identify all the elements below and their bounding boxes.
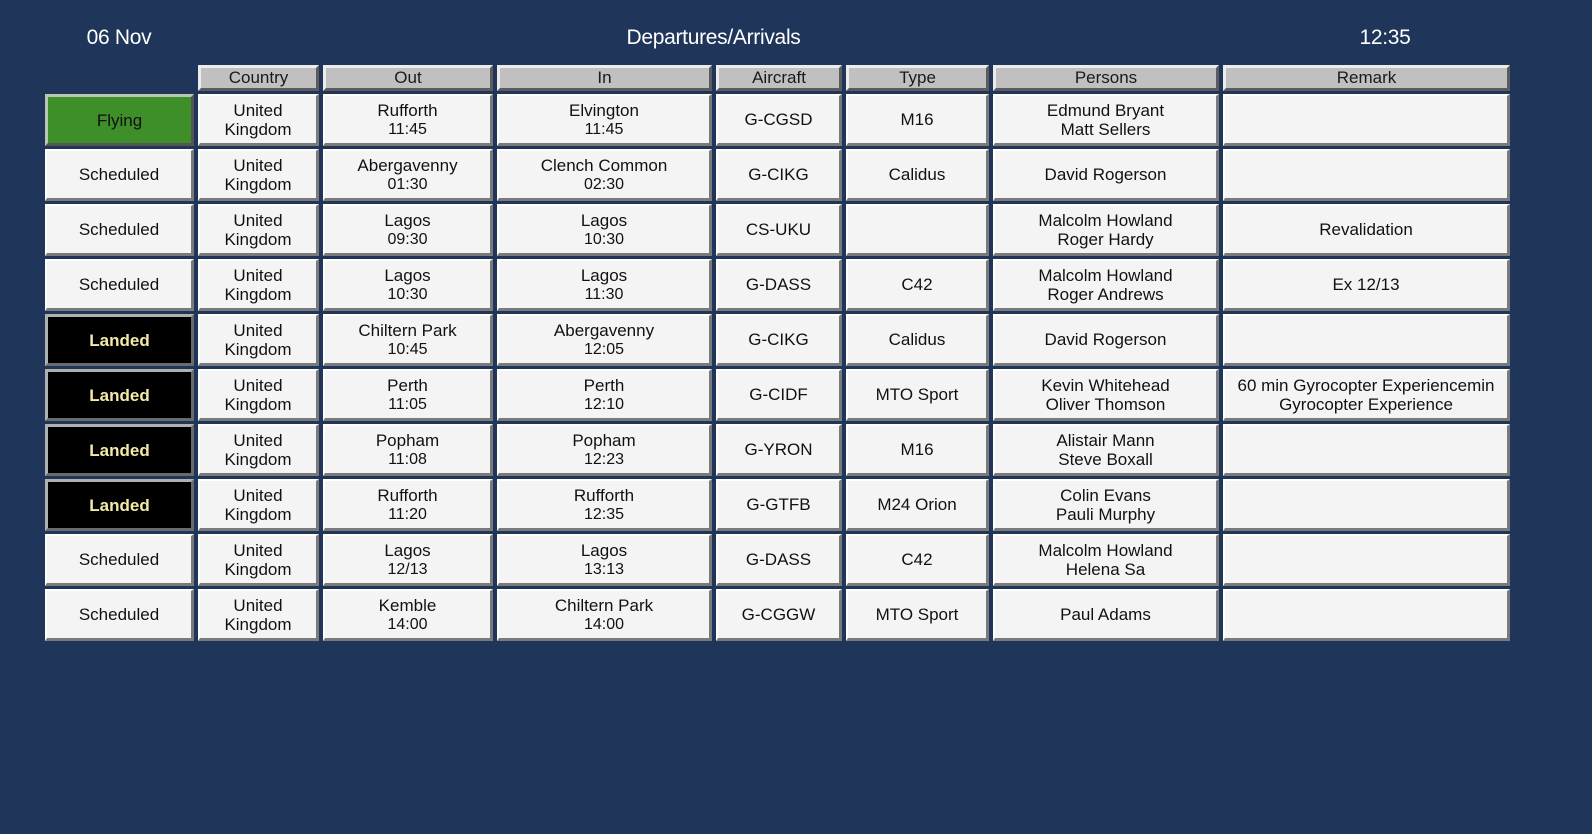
country-cell <box>198 204 319 256</box>
in-time: 10:30 <box>583 230 625 248</box>
persons-cell <box>993 259 1219 311</box>
out-place: Perth <box>387 375 428 395</box>
flight-row[interactable] <box>45 204 1510 256</box>
in-cell <box>497 534 712 586</box>
persons-cell <box>993 369 1219 421</box>
country-line: United <box>233 320 283 340</box>
status-badge: Scheduled <box>45 259 194 311</box>
remark-line: Revalidation <box>1319 220 1413 239</box>
remark-cell <box>1223 424 1510 476</box>
aircraft-column-header: Aircraft <box>716 65 842 91</box>
person-name: Malcolm Howland <box>1038 540 1173 560</box>
country-line: United <box>233 210 283 230</box>
remark-cell <box>1223 534 1510 586</box>
out-time: 11:20 <box>388 505 427 523</box>
out-time: 01:30 <box>387 175 428 193</box>
status-column-header <box>45 65 194 91</box>
country-column-header: Country <box>198 65 319 91</box>
out-time: 11:05 <box>388 395 427 413</box>
country-cell <box>198 259 319 311</box>
persons-cell <box>993 204 1219 256</box>
flight-row[interactable] <box>45 369 1510 421</box>
in-place: Lagos <box>580 210 628 230</box>
status-badge: Scheduled <box>45 149 194 201</box>
aircraft-cell: G-CIDF <box>716 369 842 421</box>
person-name: Roger Hardy <box>1057 229 1154 249</box>
status-badge: Scheduled <box>45 204 194 256</box>
person-name: David Rogerson <box>1044 330 1167 349</box>
in-cell <box>497 259 712 311</box>
person-name: Colin Evans <box>1060 485 1151 505</box>
type-column-header: Type <box>846 65 989 91</box>
person-name: Alistair Mann <box>1056 430 1155 450</box>
in-time: 12:10 <box>583 395 625 413</box>
type-cell <box>846 204 989 256</box>
flight-row[interactable] <box>45 424 1510 476</box>
aircraft-cell: G-GTFB <box>716 479 842 531</box>
out-place: Popham <box>375 430 440 450</box>
country-cell <box>198 94 319 146</box>
aircraft-cell: G-CGSD <box>716 94 842 146</box>
persons-cell <box>993 94 1219 146</box>
person-name: Helena Sa <box>1065 559 1146 579</box>
flight-row[interactable] <box>45 534 1510 586</box>
out-time: 10:30 <box>387 285 428 303</box>
out-time: 11:08 <box>388 450 427 468</box>
status-badge: Landed <box>45 314 194 366</box>
out-place: Abergavenny <box>357 155 458 175</box>
in-time: 12:35 <box>583 505 625 523</box>
type-cell: C42 <box>846 534 989 586</box>
type-cell: M16 <box>846 424 989 476</box>
type-cell: M24 Orion <box>846 479 989 531</box>
out-cell <box>323 149 493 201</box>
in-cell <box>497 204 712 256</box>
persons-cell <box>993 149 1219 201</box>
status-badge: Scheduled <box>45 589 194 641</box>
person-name: David Rogerson <box>1044 165 1167 184</box>
out-time: 12/13 <box>387 560 428 578</box>
country-cell <box>198 314 319 366</box>
aircraft-cell: G-CIKG <box>716 149 842 201</box>
departures-arrivals-table <box>41 62 1514 644</box>
in-cell <box>497 369 712 421</box>
flight-rows <box>45 94 1510 641</box>
out-cell <box>323 204 493 256</box>
country-cell <box>198 589 319 641</box>
type-cell: MTO Sport <box>846 589 989 641</box>
out-place: Lagos <box>384 210 431 230</box>
out-cell <box>323 424 493 476</box>
flight-row[interactable] <box>45 94 1510 146</box>
aircraft-cell: CS-UKU <box>716 204 842 256</box>
remark-line: Ex 12/13 <box>1332 275 1400 294</box>
in-time: 11:30 <box>584 285 624 303</box>
country-line: Kingdom <box>224 449 292 469</box>
flight-row[interactable] <box>45 479 1510 531</box>
remark-column-header: Remark <box>1223 65 1510 91</box>
person-name: Malcolm Howland <box>1038 265 1173 285</box>
in-time: 12:05 <box>583 340 625 358</box>
aircraft-cell: G-CGGW <box>716 589 842 641</box>
out-time: 14:00 <box>387 615 428 633</box>
out-place: Chiltern Park <box>358 320 457 340</box>
persons-cell <box>993 479 1219 531</box>
person-name: Roger Andrews <box>1047 284 1164 304</box>
person-name: Kevin Whitehead <box>1041 375 1170 395</box>
country-line: United <box>233 540 283 560</box>
out-place: Kemble <box>378 595 437 615</box>
country-line: Kingdom <box>224 284 292 304</box>
out-time: 09:30 <box>387 230 428 248</box>
country-line: United <box>233 375 283 395</box>
status-badge: Flying <box>45 94 194 146</box>
country-line: Kingdom <box>224 339 292 359</box>
country-cell <box>198 369 319 421</box>
aircraft-cell: G-DASS <box>716 534 842 586</box>
persons-cell <box>993 424 1219 476</box>
country-line: Kingdom <box>224 119 292 139</box>
persons-cell <box>993 314 1219 366</box>
remark-cell <box>1223 94 1510 146</box>
in-place: Rufforth <box>573 485 635 505</box>
aircraft-cell: G-DASS <box>716 259 842 311</box>
remark-cell <box>1223 589 1510 641</box>
in-cell <box>497 94 712 146</box>
flight-row[interactable] <box>45 314 1510 366</box>
aircraft-cell: G-CIKG <box>716 314 842 366</box>
in-time: 13:13 <box>583 560 625 578</box>
country-line: Kingdom <box>224 504 292 524</box>
remark-cell <box>1223 259 1510 311</box>
persons-cell <box>993 534 1219 586</box>
in-cell <box>497 424 712 476</box>
out-place: Lagos <box>384 540 431 560</box>
type-cell: M16 <box>846 94 989 146</box>
country-line: United <box>233 485 283 505</box>
country-cell <box>198 479 319 531</box>
person-name: Pauli Murphy <box>1055 504 1156 524</box>
persons-cell <box>993 589 1219 641</box>
remark-cell <box>1223 369 1510 421</box>
out-column-header: Out <box>323 65 493 91</box>
remark-cell <box>1223 149 1510 201</box>
person-name: Oliver Thomson <box>1045 394 1166 414</box>
type-cell: Calidus <box>846 314 989 366</box>
flight-row[interactable] <box>45 149 1510 201</box>
in-time: 11:45 <box>584 120 624 138</box>
status-badge: Scheduled <box>45 534 194 586</box>
person-name: Edmund Bryant <box>1046 100 1165 120</box>
in-place: Popham <box>572 430 636 450</box>
table-header-row <box>45 65 1510 91</box>
person-name: Steve Boxall <box>1058 449 1153 469</box>
out-time: 11:45 <box>388 120 427 138</box>
in-place: Lagos <box>580 540 628 560</box>
out-cell <box>323 534 493 586</box>
in-place: Abergavenny <box>553 320 655 340</box>
in-cell <box>497 314 712 366</box>
aircraft-cell: G-YRON <box>716 424 842 476</box>
country-line: Kingdom <box>224 174 292 194</box>
country-line: Kingdom <box>224 614 292 634</box>
type-cell: Calidus <box>846 149 989 201</box>
in-place: Clench Common <box>540 155 668 175</box>
out-place: Lagos <box>384 265 431 285</box>
person-name: Paul Adams <box>1060 605 1151 624</box>
out-cell <box>323 314 493 366</box>
out-place: Rufforth <box>377 100 438 120</box>
status-badge: Landed <box>45 369 194 421</box>
in-time: 14:00 <box>583 615 625 633</box>
country-line: United <box>233 100 283 120</box>
in-column-header: In <box>497 65 712 91</box>
remark-cell <box>1223 314 1510 366</box>
person-name: Malcolm Howland <box>1038 210 1173 230</box>
country-line: United <box>233 430 283 450</box>
country-line: United <box>233 595 283 615</box>
out-cell <box>323 479 493 531</box>
in-time: 02:30 <box>583 175 625 193</box>
out-cell <box>323 259 493 311</box>
out-place: Rufforth <box>377 485 438 505</box>
country-cell <box>198 534 319 586</box>
country-line: Kingdom <box>224 229 292 249</box>
in-cell <box>497 149 712 201</box>
in-time: 12:23 <box>583 450 625 468</box>
country-line: Kingdom <box>224 394 292 414</box>
status-badge: Landed <box>45 424 194 476</box>
type-cell: MTO Sport <box>846 369 989 421</box>
in-cell <box>497 589 712 641</box>
remark-cell <box>1223 204 1510 256</box>
status-badge: Landed <box>45 479 194 531</box>
in-cell <box>497 479 712 531</box>
flight-row[interactable] <box>45 259 1510 311</box>
in-place: Chiltern Park <box>554 595 654 615</box>
out-cell <box>323 369 493 421</box>
remark-cell <box>1223 479 1510 531</box>
in-place: Perth <box>583 375 625 395</box>
board-time: 12:35 <box>1359 26 1411 49</box>
type-cell: C42 <box>846 259 989 311</box>
person-name: Matt Sellers <box>1060 119 1151 139</box>
country-line: United <box>233 265 283 285</box>
in-place: Lagos <box>580 265 628 285</box>
country-line: Kingdom <box>224 559 292 579</box>
out-cell <box>323 94 493 146</box>
country-line: United <box>233 155 283 175</box>
flight-row[interactable] <box>45 589 1510 641</box>
remark-line: 60 min Gyrocopter Experiencemin <box>1237 375 1495 395</box>
out-cell <box>323 589 493 641</box>
board-title: Departures/Arrivals <box>626 26 801 49</box>
out-time: 10:45 <box>387 340 428 358</box>
country-cell <box>198 149 319 201</box>
in-place: Elvington <box>569 100 639 120</box>
board-date: 06 Nov <box>86 26 152 49</box>
remark-line: Gyrocopter Experience <box>1279 394 1453 414</box>
country-cell <box>198 424 319 476</box>
persons-column-header: Persons <box>993 65 1219 91</box>
